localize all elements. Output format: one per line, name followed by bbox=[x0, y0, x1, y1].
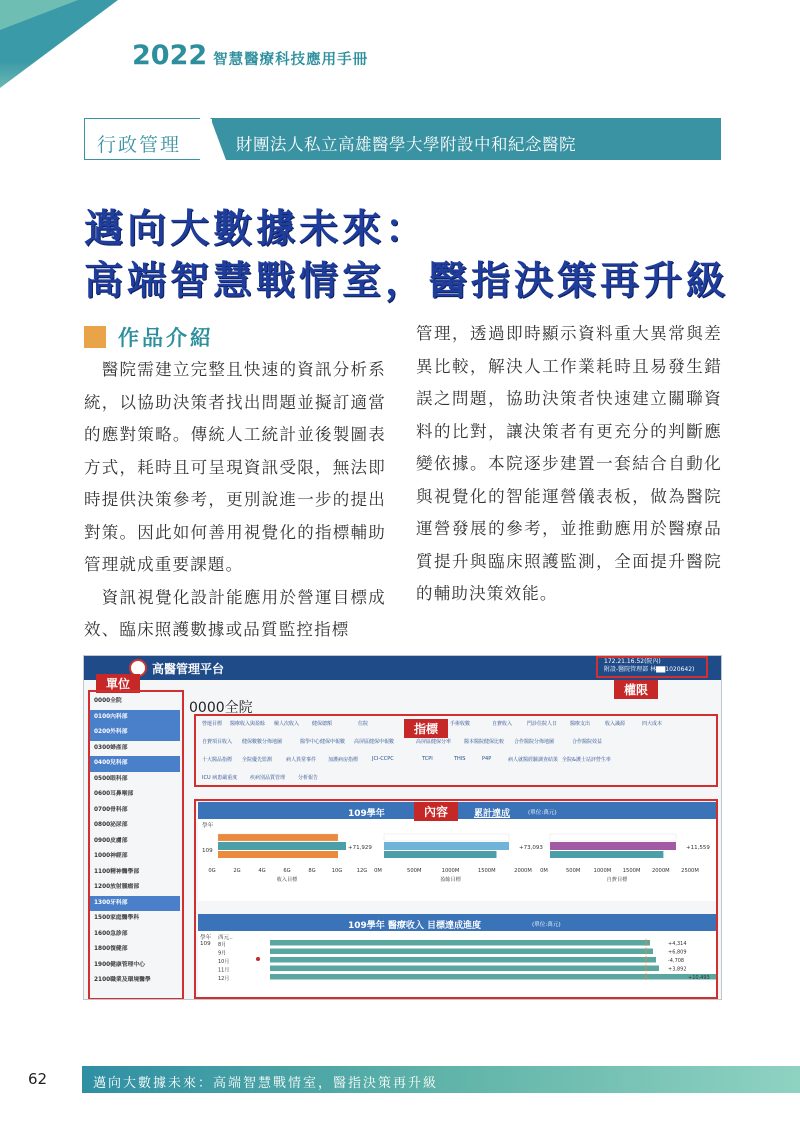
indicator-tab[interactable]: 醫療支出 bbox=[570, 721, 591, 727]
indicator-tab[interactable]: 健保數數分佈地圖 bbox=[242, 739, 283, 745]
axis-tick-label: 0M bbox=[374, 868, 382, 874]
handbook-year: 2022 bbox=[132, 40, 208, 71]
axis-tick-label: 1000M bbox=[593, 868, 612, 874]
unit-item[interactable]: 1200放射腫瘤部 bbox=[94, 884, 140, 890]
dashboard-screenshot bbox=[83, 655, 722, 1000]
axis-tick-label: 12G bbox=[356, 868, 368, 874]
indicator-tab[interactable]: 十大醫品指標 bbox=[202, 757, 233, 763]
indicator-tab[interactable]: 健保總額 bbox=[312, 721, 333, 727]
axis-tick-label: 1500M bbox=[477, 868, 496, 874]
axis-tick-label: 2000M bbox=[651, 868, 670, 874]
unit-item[interactable]: 1000神經部 bbox=[94, 853, 128, 859]
progress-value-label: +6,809 bbox=[668, 949, 687, 956]
permission-tag: 權限 bbox=[614, 680, 658, 699]
indicator-tab[interactable]: THIS bbox=[454, 756, 466, 762]
selected-unit-title: 0000全院 bbox=[189, 700, 253, 716]
unit-item[interactable]: 0100內科部 bbox=[90, 710, 180, 726]
row-header: 學年 bbox=[202, 823, 214, 829]
unit-item[interactable]: 0300婦產部 bbox=[94, 744, 128, 751]
indicator-tab[interactable]: 全院&護士站評營生率 bbox=[562, 757, 611, 763]
axis-tick-label: 6G bbox=[283, 868, 291, 874]
login-ip: 172.21.16.52(院內) bbox=[604, 658, 661, 665]
content-tag: 內容 bbox=[414, 802, 458, 821]
hospital-name: 財團法人私立高雄醫學大學附設中和紀念醫院 bbox=[236, 135, 576, 154]
indicator-tab[interactable]: TCPI bbox=[422, 756, 433, 762]
axis-title: 收入目標 bbox=[276, 877, 298, 883]
category-label: 行政管理 bbox=[97, 134, 182, 156]
axis-tick-label: 1000M bbox=[441, 868, 460, 874]
indicator-tab[interactable]: ICU 病患嚴重度 bbox=[202, 775, 238, 781]
handbook-header bbox=[132, 40, 368, 71]
unit-highlight-box bbox=[88, 690, 184, 1000]
unit-item[interactable]: 2100職業及環境醫學 bbox=[94, 977, 151, 983]
unit-item[interactable]: 1500家庭醫學科 bbox=[94, 915, 140, 921]
month-label: 8月 bbox=[218, 942, 227, 948]
section-heading bbox=[84, 322, 214, 352]
indicator-tab[interactable]: 合作醫院效益 bbox=[572, 739, 603, 745]
body-column-left bbox=[84, 354, 386, 647]
indicator-tab[interactable]: 加護病房指標 bbox=[328, 757, 359, 763]
indicator-tab[interactable]: 收入識源 bbox=[605, 721, 626, 727]
panel-title-year: 109學年 bbox=[348, 809, 385, 819]
axis-tick-label: 4G bbox=[258, 868, 266, 874]
indicator-tab[interactable]: 分析報告 bbox=[298, 775, 319, 781]
axis-title: 盈餘目標 bbox=[440, 877, 461, 883]
dashboard-app-title: 高醫管理平台 bbox=[152, 662, 225, 676]
indicator-tab[interactable]: 營運目標 bbox=[202, 721, 223, 727]
indicator-tab[interactable]: 醫療收入與盈餘 bbox=[230, 721, 266, 727]
row-year: 109 bbox=[200, 941, 211, 947]
unit-item[interactable]: 0500眼科部 bbox=[94, 775, 128, 782]
panel-title-metric: 累計達成 bbox=[474, 809, 511, 819]
unit-item[interactable]: 0900皮膚部 bbox=[94, 837, 128, 844]
axis-title: 自費目標 bbox=[606, 877, 628, 883]
progress-value-label: +4,314 bbox=[668, 941, 687, 947]
indicator-tab[interactable]: 疾病別品質管理 bbox=[250, 775, 286, 781]
axis-tick-label: 8G bbox=[308, 868, 316, 874]
axis-tick-label: 2500M bbox=[681, 868, 699, 874]
progress-value-label: -4,708 bbox=[668, 958, 685, 964]
indicator-tab[interactable]: P4P bbox=[482, 756, 492, 762]
unit-item[interactable]: 0000全院 bbox=[94, 698, 122, 704]
section-heading-text: 作品介紹 bbox=[118, 326, 214, 350]
axis-tick-label: 0M bbox=[540, 868, 548, 874]
unit-item[interactable]: 0200外科部 bbox=[90, 725, 180, 741]
unit-item[interactable]: 0400兒科部 bbox=[90, 756, 180, 772]
footer-title: 邁向大數據未來：高端智慧戰情室，醫指決策再升級 bbox=[93, 1076, 439, 1091]
indicator-tab[interactable]: 手術收數 bbox=[450, 721, 471, 727]
indicator-tab[interactable]: JCI-CCPC bbox=[372, 756, 394, 762]
indicator-highlight-box bbox=[194, 714, 718, 787]
indicator-tab[interactable]: 全院優先監測 bbox=[242, 757, 273, 763]
login-user: 附設-醫院管理部 林▇▇1020642) bbox=[604, 666, 695, 673]
indicator-tab[interactable]: 門診住院人日 bbox=[527, 721, 558, 727]
month-label: 9月 bbox=[218, 950, 227, 957]
panel-unit: (單位:萬元) bbox=[528, 810, 557, 816]
body-column-right bbox=[416, 318, 722, 611]
indicator-tab[interactable]: 病人異常事件 bbox=[286, 757, 317, 763]
unit-item[interactable]: 1800復健部 bbox=[94, 946, 128, 952]
row-year: 109 bbox=[202, 848, 213, 854]
article-title-line1: 邁向大數據未來： bbox=[84, 206, 429, 252]
indicator-tab[interactable]: 自費收入 bbox=[492, 721, 513, 727]
indicator-tab[interactable]: 合作醫院分佈地圖 bbox=[514, 739, 555, 745]
indicator-tab[interactable]: 住院 bbox=[358, 721, 369, 727]
unit-item[interactable]: 0600耳鼻喉部 bbox=[94, 791, 134, 797]
body-paragraph: 醫院需建立完整且快速的資訊分析系統，以協助決策者找出問題並擬訂適當的應對策略。傳統人工統計並後製圖表方式，耗時且可呈現資訊受限，無法即時提供決策參考，更別說進一步的提出對策。因此如何善用視覺化的指標輔助管理就成重要課題。 bbox=[84, 360, 386, 574]
indicator-tab[interactable]: 自費項目收入 bbox=[202, 739, 233, 745]
progress-value-label: +3,892 bbox=[668, 966, 687, 973]
unit-item[interactable]: 1900健康管理中心 bbox=[94, 961, 145, 968]
unit-item[interactable]: 1600急診部 bbox=[94, 930, 128, 937]
axis-tick-label: 0G bbox=[208, 868, 216, 874]
month-label: 11月 bbox=[218, 967, 230, 974]
col-header-year: 學年 bbox=[200, 935, 212, 941]
indicator-tab[interactable]: 檢人次收入 bbox=[274, 721, 300, 727]
article-title-line2: 高端智慧戰情室，醫指決策再升級 bbox=[84, 258, 730, 304]
unit-item[interactable]: 0800泌尿部 bbox=[94, 822, 128, 828]
axis-tick-label: 2G bbox=[233, 868, 241, 874]
indicator-tab[interactable]: 病人就醫經驗調查結果 bbox=[508, 757, 559, 763]
axis-tick-label: 500M bbox=[407, 868, 422, 874]
col-header-month: 西元.. bbox=[218, 935, 233, 941]
axis-tick-label: 500M bbox=[566, 868, 581, 874]
page-number: 62 bbox=[28, 1070, 48, 1088]
unit-tag: 單位 bbox=[96, 674, 140, 693]
axis-tick-label: 2000M bbox=[514, 868, 532, 874]
panel-title: 109學年 醫療收入 目標達成進度 bbox=[348, 921, 482, 931]
body-paragraph: 管理，透過即時顯示資料重大異常與差異比較，解決人工作業耗時且易發生錯誤之問題，協助決策者快速建立關聯資料的比對，讓決策者有更充分的判斷應變依據。本院逐步建置一套結合自動化與視覺化的智能運營儀表板，做為醫院運營發展的參考，並推動應用於醫療品質提升與臨床照護監測，全面提升醫院的輔助決策效能。 bbox=[416, 324, 722, 603]
indicator-tab[interactable]: 高屏區健保申報數 bbox=[354, 739, 395, 745]
axis-tick-label: 10G bbox=[331, 868, 343, 874]
indicator-tab[interactable]: 醫本醫院健保比較 bbox=[464, 739, 505, 745]
month-label: 10月 bbox=[218, 959, 230, 965]
bar-value-label: +73,093 bbox=[519, 845, 543, 851]
body-paragraph: 資訊視覺化設計能應用於營運目標成效、臨床照護數據或品質監控指標 bbox=[84, 587, 386, 639]
unit-item[interactable]: 0700骨科部 bbox=[94, 806, 128, 813]
bar-value-label: +71,929 bbox=[348, 845, 372, 851]
section-square-icon bbox=[84, 326, 106, 348]
indicator-tab[interactable]: 四大成本 bbox=[642, 721, 663, 727]
indicator-tab[interactable]: 高屏區健保分率 bbox=[416, 739, 452, 745]
panel-unit: (單位:萬元) bbox=[532, 922, 561, 928]
bar-value-label: +11,559 bbox=[686, 845, 710, 851]
indicator-tab[interactable]: 醫學中心健保申報數 bbox=[300, 739, 346, 745]
indicator-tag: 指標 bbox=[404, 719, 448, 738]
axis-tick-label: 1500M bbox=[622, 868, 641, 874]
month-label: 12月 bbox=[218, 976, 230, 982]
content-highlight-box bbox=[194, 799, 718, 999]
unit-item[interactable]: 1300牙科部 bbox=[90, 896, 180, 912]
progress-value-label: +10,493 bbox=[688, 975, 710, 981]
handbook-subtitle: 智慧醫療科技應用手冊 bbox=[213, 52, 369, 68]
permission-highlight-box bbox=[596, 656, 708, 678]
unit-item[interactable]: 1100精神醫學部 bbox=[94, 868, 140, 875]
